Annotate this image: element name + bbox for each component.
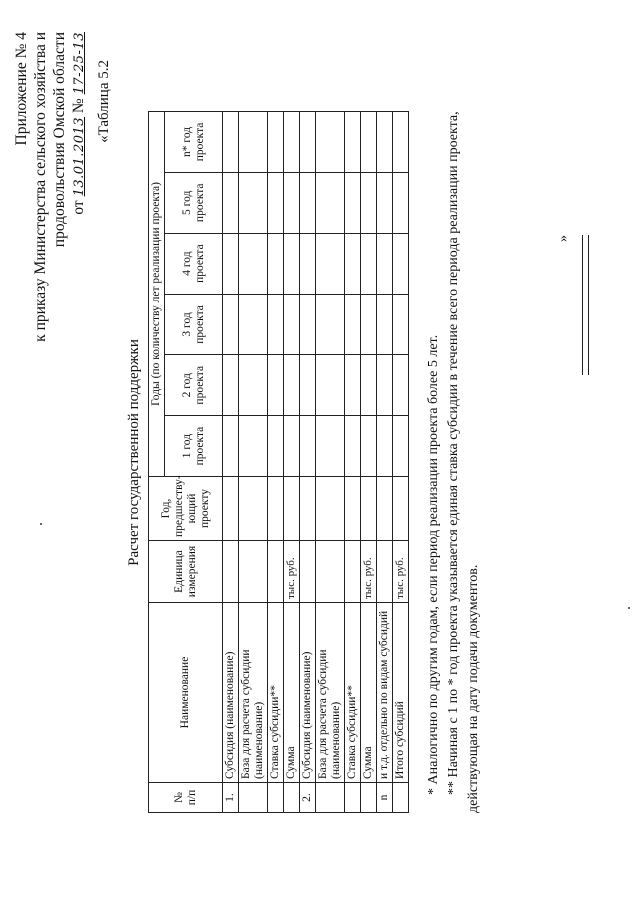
empty-value-cell: [345, 172, 361, 233]
empty-value-cell: [239, 355, 268, 416]
row-num-cell: 2.: [300, 783, 316, 813]
empty-value-cell: [361, 355, 377, 416]
empty-value-cell: [268, 112, 284, 173]
scan-speck: [40, 523, 42, 525]
header-year-n: n* год проекта: [165, 112, 223, 173]
empty-value-cell: [393, 477, 409, 541]
empty-value-cell: [393, 112, 409, 173]
table-row: [300, 112, 316, 813]
date-prefix: от: [70, 200, 87, 215]
empty-value-cell: [223, 112, 239, 173]
empty-value-cell: [377, 477, 393, 541]
support-calculation-table: [148, 111, 409, 813]
empty-value-cell: [223, 172, 239, 233]
empty-value-cell: [345, 233, 361, 294]
empty-value-cell: [393, 294, 409, 355]
empty-value-cell: [284, 416, 300, 477]
empty-value-cell: [393, 355, 409, 416]
empty-value-cell: [284, 477, 300, 541]
closing-quote: »: [556, 235, 571, 242]
empty-value-cell: [300, 294, 316, 355]
table-label: «Таблица 5.2: [96, 60, 112, 143]
empty-value-cell: [345, 294, 361, 355]
table-row: [345, 112, 361, 813]
empty-value-cell: [284, 112, 300, 173]
row-name-cell: Ставка субсидии**: [345, 603, 361, 783]
approval-line-1: Приложение № 4: [13, 32, 30, 146]
empty-value-cell: [393, 233, 409, 294]
footnote-2-line-2: действующая на дату подачи документов.: [466, 564, 481, 813]
empty-value-cell: [345, 477, 361, 541]
header-unit: Единица измерения: [149, 541, 223, 603]
empty-value-cell: [300, 172, 316, 233]
handwritten-date: 13.01.2013: [72, 116, 87, 197]
empty-value-cell: [316, 112, 345, 173]
empty-value-cell: [316, 233, 345, 294]
row-name-cell: База для расчета субсидии (наименование): [316, 603, 345, 783]
empty-value-cell: [361, 112, 377, 173]
header-years-group: Годы (по количеству лет реализации проекта): [149, 112, 165, 477]
row-unit-cell: тыс. руб.: [284, 541, 300, 603]
empty-value-cell: [223, 294, 239, 355]
row-name-cell: Итого субсидий: [393, 603, 409, 783]
row-unit-cell: [300, 541, 316, 603]
row-num-cell: [239, 783, 268, 813]
row-name-cell: Сумма: [284, 603, 300, 783]
table-row: [393, 112, 409, 813]
table-row: [361, 112, 377, 813]
row-unit-cell: [239, 541, 268, 603]
empty-value-cell: [268, 172, 284, 233]
empty-value-cell: [316, 477, 345, 541]
header-num: № п/п: [149, 783, 223, 813]
empty-value-cell: [393, 172, 409, 233]
empty-value-cell: [239, 112, 268, 173]
row-unit-cell: [223, 541, 239, 603]
empty-value-cell: [268, 416, 284, 477]
row-name-cell: и т.д. отдельно по видам субсидий: [377, 603, 393, 783]
row-num-cell: 1.: [223, 783, 239, 813]
empty-value-cell: [223, 416, 239, 477]
empty-value-cell: [300, 233, 316, 294]
approval-line-3: продовольствия Омской области: [51, 32, 68, 248]
empty-value-cell: [377, 416, 393, 477]
header-year-3: 3 год проекта: [165, 294, 223, 355]
empty-value-cell: [239, 172, 268, 233]
signature-line-2: [574, 235, 589, 375]
table-row: [239, 112, 268, 813]
row-num-cell: [345, 783, 361, 813]
row-name-cell: Ставка субсидии**: [268, 603, 284, 783]
header-year-2: 2 год проекта: [165, 355, 223, 416]
footnote-1: * Аналогично по другим годам, если период реализации проекта более 5 лет.: [426, 334, 441, 795]
empty-value-cell: [345, 355, 361, 416]
row-unit-cell: тыс. руб.: [393, 541, 409, 603]
header-year-5: 5 год проекта: [165, 172, 223, 233]
document-title: Расчет государственной поддержки: [126, 339, 142, 566]
empty-value-cell: [361, 172, 377, 233]
row-num-cell: [361, 783, 377, 813]
row-num-cell: [268, 783, 284, 813]
row-name-cell: Субсидия (наименование): [300, 603, 316, 783]
handwritten-number: 17-25-13: [72, 32, 87, 95]
approval-line-2: к приказу Министерства сельского хозяйства и: [32, 32, 49, 342]
row-unit-cell: [268, 541, 284, 603]
empty-value-cell: [268, 477, 284, 541]
empty-value-cell: [300, 112, 316, 173]
table-row: [223, 112, 239, 813]
empty-value-cell: [361, 294, 377, 355]
table-row: [316, 112, 345, 813]
empty-value-cell: [345, 416, 361, 477]
empty-value-cell: [316, 416, 345, 477]
approval-date-line: [69, 32, 89, 362]
row-num-cell: [316, 783, 345, 813]
row-name-cell: Сумма: [361, 603, 377, 783]
row-unit-cell: тыс. руб.: [361, 541, 377, 603]
empty-value-cell: [223, 233, 239, 294]
empty-value-cell: [300, 416, 316, 477]
row-unit-cell: [316, 541, 345, 603]
empty-value-cell: [377, 233, 393, 294]
empty-value-cell: [345, 112, 361, 173]
empty-value-cell: [268, 294, 284, 355]
empty-value-cell: [300, 355, 316, 416]
empty-value-cell: [377, 112, 393, 173]
header-prev-year: Год, предшеству-ющий проекту: [149, 477, 223, 541]
empty-value-cell: [268, 355, 284, 416]
empty-value-cell: [393, 416, 409, 477]
empty-value-cell: [284, 233, 300, 294]
empty-value-cell: [223, 477, 239, 541]
row-unit-cell: [345, 541, 361, 603]
header-year-1: 1 год проекта: [165, 416, 223, 477]
scan-speck: [628, 607, 630, 609]
empty-value-cell: [223, 355, 239, 416]
empty-value-cell: [361, 233, 377, 294]
empty-value-cell: [316, 172, 345, 233]
row-name-cell: Субсидия (наименование): [223, 603, 239, 783]
empty-value-cell: [316, 355, 345, 416]
empty-value-cell: [361, 477, 377, 541]
empty-value-cell: [316, 294, 345, 355]
empty-value-cell: [239, 416, 268, 477]
empty-value-cell: [284, 294, 300, 355]
empty-value-cell: [239, 294, 268, 355]
approval-block: [12, 32, 89, 362]
empty-value-cell: [268, 233, 284, 294]
header-name: Наименование: [149, 603, 223, 783]
table-row: [268, 112, 284, 813]
table-row: [377, 112, 393, 813]
header-year-4: 4 год проекта: [165, 233, 223, 294]
footnotes: [424, 53, 484, 813]
table-row: [284, 112, 300, 813]
empty-value-cell: [361, 416, 377, 477]
empty-value-cell: [284, 355, 300, 416]
number-prefix: №: [70, 98, 87, 114]
row-num-cell: n: [377, 783, 393, 813]
empty-value-cell: [284, 172, 300, 233]
footnote-2-line-1: ** Начиная с 1 по * год проекта указывается единая ставка субсидии в течение всего периода реализации проекта,: [446, 111, 461, 795]
empty-value-cell: [300, 477, 316, 541]
row-name-cell: База для расчета субсидии (наименование): [239, 603, 268, 783]
empty-value-cell: [377, 294, 393, 355]
empty-value-cell: [377, 172, 393, 233]
empty-value-cell: [377, 355, 393, 416]
empty-value-cell: [239, 477, 268, 541]
row-num-cell: [393, 783, 409, 813]
empty-value-cell: [239, 233, 268, 294]
row-num-cell: [284, 783, 300, 813]
row-unit-cell: [377, 541, 393, 603]
